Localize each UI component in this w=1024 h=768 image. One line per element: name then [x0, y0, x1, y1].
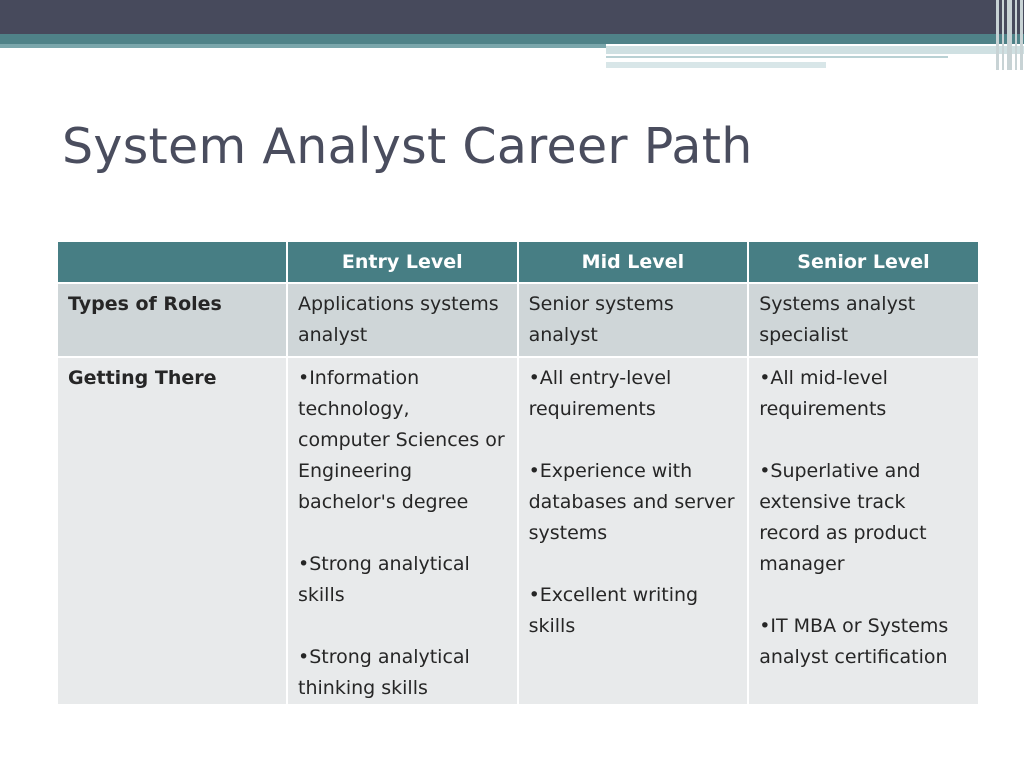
table-row-getting-there	[57, 357, 979, 705]
cell-roles-mid: Senior systems analyst	[518, 283, 749, 357]
header-senior-level: Senior Level	[748, 241, 979, 283]
decorative-line	[606, 46, 1024, 54]
table-header-row	[57, 241, 979, 283]
row-label-getting-there: Getting There	[57, 357, 287, 705]
decorative-line	[606, 62, 826, 68]
top-banner	[0, 0, 1024, 34]
requirement-item: •All entry-level requirements	[528, 367, 672, 420]
requirement-item: •IT MBA or Systems analyst certification	[759, 615, 949, 668]
career-path-table	[56, 240, 980, 706]
teal-accent-band	[0, 34, 1024, 44]
requirement-item: •Experience with databases and server systems	[528, 460, 735, 544]
slide-title: System Analyst Career Path	[62, 118, 753, 175]
row-label-types-of-roles: Types of Roles	[57, 283, 287, 357]
header-entry-level: Entry Level	[287, 241, 518, 283]
header-mid-level: Mid Level	[518, 241, 749, 283]
cell-getting-there-senior	[748, 357, 979, 705]
requirement-item: •All mid-level requirements	[759, 367, 888, 420]
requirement-item: •Excellent writing skills	[528, 584, 699, 637]
cell-getting-there-mid	[518, 357, 749, 705]
table-row-types-of-roles	[57, 283, 979, 357]
cell-roles-entry: Applications systems analyst	[287, 283, 518, 357]
cell-roles-senior: Systems analyst specialist	[748, 283, 979, 357]
requirement-item: •Strong analytical skills	[298, 553, 470, 606]
decorative-stripes	[992, 0, 1024, 70]
decorative-line	[606, 56, 948, 58]
teal-accent-line	[0, 44, 606, 48]
cell-getting-there-entry	[287, 357, 518, 705]
requirement-item: •Superlative and extensive track record as product manager	[759, 460, 927, 575]
requirement-item: •Information technology, computer Sciences or Engineering bachelor's degree	[298, 367, 505, 513]
requirement-item: •Strong analytical thinking skills	[298, 646, 470, 699]
header-blank-cell	[57, 241, 287, 283]
